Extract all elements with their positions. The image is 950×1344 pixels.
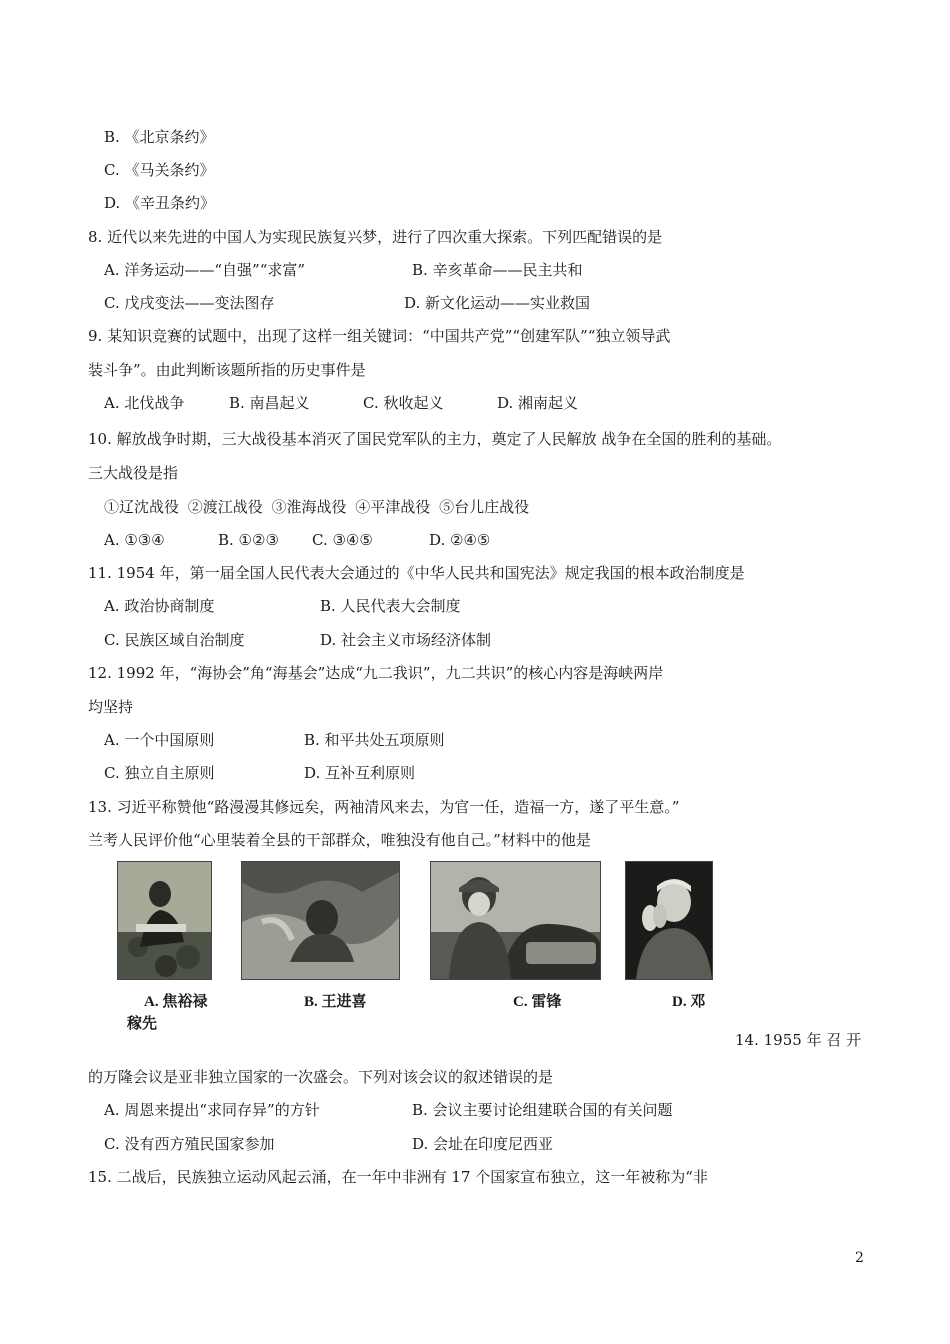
caption-a: A. 焦裕禄 <box>144 994 208 1010</box>
q14-option-a: A. 周恩来提出“求同存异”的方针 <box>104 1101 320 1119</box>
q11-option-c: C. 民族区域自治制度 <box>104 631 245 649</box>
q9-option-a: A. 北伐战争 <box>104 394 185 412</box>
q8-option-d: D. 新文化运动——实业救国 <box>404 294 591 312</box>
q11-option-b: B. 人民代表大会制度 <box>320 597 461 615</box>
page-number: 2 <box>855 1250 864 1266</box>
q15-stem-line1: 15. 二战后，民族独立运动风起云涌，在一年中非洲有 17 个国家宣布独立，这一年被称为“非 <box>88 1168 708 1186</box>
q10-option-c: C. ③④⑤ <box>312 531 373 549</box>
q11-option-a: A. 政治协商制度 <box>104 597 215 615</box>
q12-option-a: A. 一个中国原则 <box>104 731 215 749</box>
q10-stem-line2: 三大战役是指 <box>88 464 179 482</box>
photo-d-deng-jiaxian <box>625 861 713 980</box>
caption-d: D. 邓 <box>672 994 706 1010</box>
q9-option-b: B. 南昌起义 <box>229 394 310 412</box>
q14-option-c: C. 没有西方殖民国家参加 <box>104 1135 275 1153</box>
q7-option-b: B. 《北京条约》 <box>104 128 215 146</box>
q9-option-d: D. 湘南起义 <box>497 394 579 412</box>
q14-stem-line2: 的万隆会议是亚非独立国家的一次盛会。下列对该会议的叙述错误的是 <box>88 1068 554 1086</box>
q14-stem-line1: 14. 1955 年 召 开 <box>735 1031 862 1049</box>
caption-c: C. 雷锋 <box>513 994 562 1010</box>
q8-option-b: B. 辛亥革命——民主共和 <box>412 261 583 279</box>
q9-stem-line1: 9. 某知识竞赛的试题中，出现了这样一组关键词：“中国共产党”“创建军队”“独立领导武 <box>88 327 671 345</box>
q13-stem-line2: 兰考人民评价他“心里装着全县的干部群众，唯独没有他自己。”材料中的他是 <box>88 831 591 849</box>
q10-option-d: D. ②④⑤ <box>429 531 491 549</box>
q12-option-d: D. 互补互利原则 <box>304 764 416 782</box>
q11-option-d: D. 社会主义市场经济体制 <box>320 631 492 649</box>
q12-option-b: B. 和平共处五项原则 <box>304 731 445 749</box>
q10-option-a: A. ①③④ <box>104 531 165 549</box>
q9-option-c: C. 秋收起义 <box>363 394 444 412</box>
photo-c-lei-feng <box>430 861 601 980</box>
q8-option-c: C. 戊戌变法——变法图存 <box>104 294 275 312</box>
q12-stem-line2: 均坚持 <box>88 698 134 716</box>
q11-stem: 11. 1954 年，第一届全国人民代表大会通过的《中华人民共和国宪法》规定我国的根本政治制度是 <box>88 564 745 582</box>
q10-option-b: B. ①②③ <box>218 531 279 549</box>
q7-option-d: D. 《辛丑条约》 <box>104 194 216 212</box>
q7-option-c: C. 《马关条约》 <box>104 161 215 179</box>
q9-stem-line2: 装斗争”。由此判断该题所指的历史事件是 <box>88 361 366 379</box>
photo-b-wang-jinxi <box>241 861 400 980</box>
photo-a-jiao-yulu <box>117 861 212 980</box>
q8-stem: 8. 近代以来先进的中国人为实现民族复兴梦，进行了四次重大探索。下列匹配错误的是 <box>88 228 663 246</box>
q14-option-d: D. 会址在印度尼西亚 <box>412 1135 554 1153</box>
q13-stem-line1: 13. 习近平称赞他“路漫漫其修远矣，两袖清风来去，为官一任，造福一方，遂了平生意。” <box>88 798 680 816</box>
q12-option-c: C. 独立自主原则 <box>104 764 215 782</box>
q12-stem-line1: 12. 1992 年，“海协会”角“海基会”达成“九二我识”，九二共识”的核心内容是海峡两岸 <box>88 664 664 682</box>
caption-b: B. 王进喜 <box>304 994 367 1010</box>
q10-items: ①辽沈战役 ②渡江战役 ③淮海战役 ④平津战役 ⑤台儿庄战役 <box>104 498 530 516</box>
q8-option-a: A. 洋务运动——“自强”“求富” <box>104 261 306 279</box>
q14-option-b: B. 会议主要讨论组建联合国的有关问题 <box>412 1101 673 1119</box>
caption-d-continued: 稼先 <box>127 1016 158 1032</box>
q10-stem-line1: 10. 解放战争时期，三大战役基本消灭了国民党军队的主力，奠定了人民解放 战争在全国的胜利的基础。 <box>88 430 782 448</box>
